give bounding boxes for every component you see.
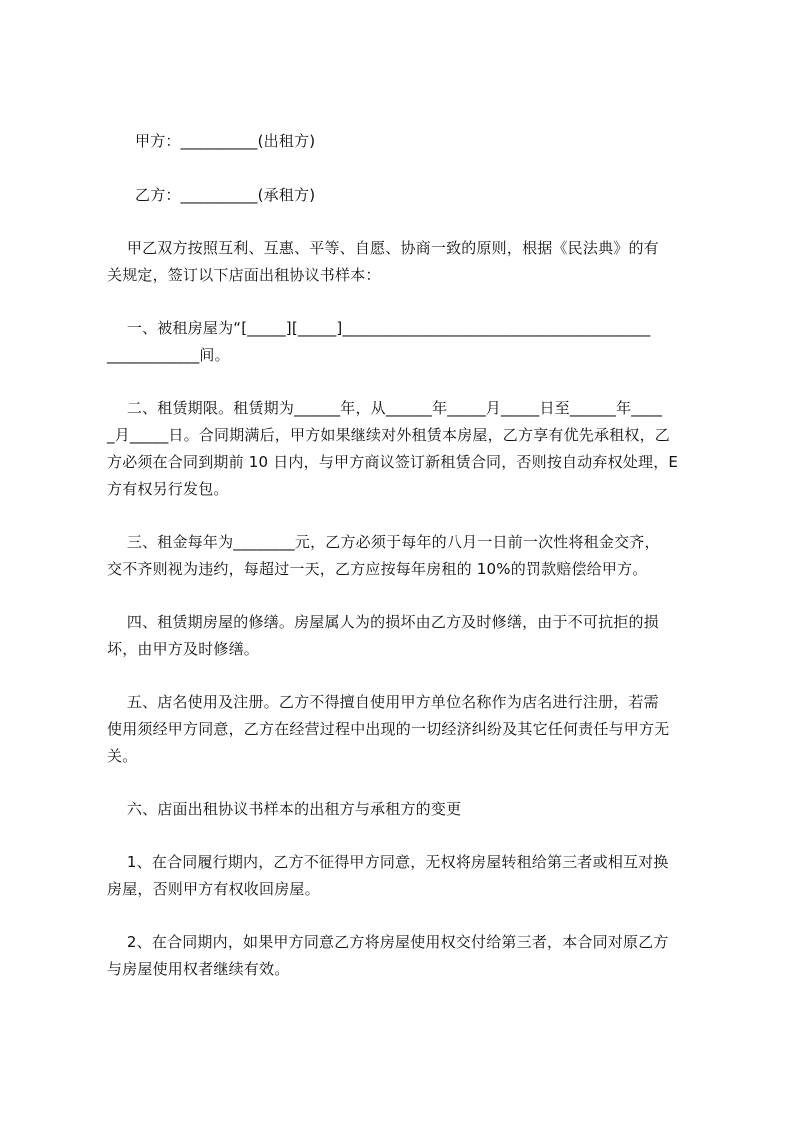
- clause4-line-2: 坏，由甲方及时修缮。: [107, 640, 260, 658]
- party-a-line: 甲方：__________(出租方): [135, 132, 316, 150]
- clause3-line-1: 三、租金每年为________元，乙方必须于每年的八月一日前一次性将租金交齐，: [107, 533, 660, 551]
- clause6-item1-line-2: 房屋，否则甲方有权收回房屋。: [107, 880, 320, 898]
- clause1-line-1: 一、被租房屋为“[_____][_____]________________________________________: [107, 319, 651, 337]
- clause6-heading: 六、店面出租协议书样本的出租方与承租方的变更: [107, 800, 462, 818]
- clause3-line-2: 交不齐则视为违约，每超过一天，乙方应按每年房租的 10%的罚款赔偿给甲方。: [107, 560, 648, 578]
- clause2-line-2: _月_____日。合同期满后，甲方如果继续对外租赁本房屋，乙方享有优先承租权，乙: [107, 426, 671, 444]
- clause1-line-2: ____________间。: [107, 346, 230, 364]
- clause5-line-1: 五、店名使用及注册。乙方不得擅自使用甲方单位名称作为店名进行注册，若需: [107, 693, 659, 711]
- clause4-line-1: 四、租赁期房屋的修缮。房屋属人为的损坏由乙方及时修缮，由于不可抗拒的损: [107, 613, 659, 631]
- intro-line-1: 甲乙双方按照互利、互惠、平等、自愿、协商一致的原则，根据《民法典》的有: [107, 239, 659, 257]
- clause2-line-4: 方有权另行发包。: [107, 480, 229, 498]
- clause6-item2-line-2: 与房屋使用权者继续有效。: [107, 960, 290, 978]
- clause6-item2-line-1: 2、在合同期内，如果甲方同意乙方将房屋使用权交付给第三者，本合同对原乙方: [107, 933, 669, 951]
- clause2-line-3: 方必须在合同到期前 10 日内，与甲方商议签订新租赁合同，否则按自动弃权处理，E: [107, 453, 679, 471]
- clause6-item1-line-1: 1、在合同履行期内，乙方不征得甲方同意，无权将房屋转租给第三者或相互对换: [107, 853, 669, 871]
- clause5-line-2: 使用须经甲方同意，乙方在经营过程中出现的一切经济纠纷及其它任何责任与甲方无: [107, 720, 670, 738]
- intro-line-2: 关规定，签订以下店面出租协议书样本：: [107, 266, 381, 284]
- party-b-line: 乙方：__________(承租方): [135, 186, 316, 204]
- clause5-line-3: 关。: [107, 747, 138, 765]
- clause2-line-1: 二、租赁期限。租赁期为______年，从______年_____月_____日至______年____: [107, 399, 663, 417]
